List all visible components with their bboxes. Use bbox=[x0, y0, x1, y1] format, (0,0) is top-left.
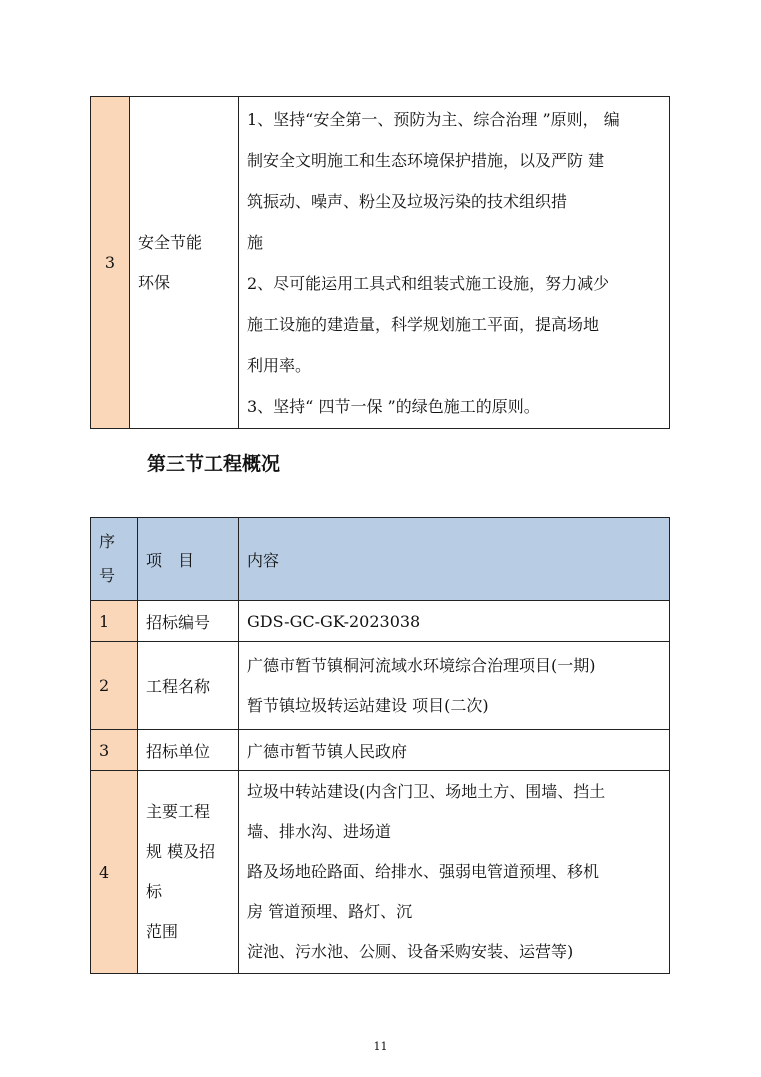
row-label: 招标单位 bbox=[138, 730, 239, 771]
overview-table bbox=[90, 517, 670, 974]
page-number: 11 bbox=[373, 1040, 388, 1053]
row-label: 工程名称 bbox=[138, 642, 239, 730]
label-line: 范围 bbox=[146, 922, 179, 941]
row-value bbox=[239, 642, 670, 730]
header-number-cell bbox=[91, 518, 138, 601]
content-line: 1、坚持“安全第一、预防为主、综合治理 ”原则， 编 bbox=[247, 109, 620, 129]
value-line: 房 管道预埋、路灯、沉 bbox=[247, 902, 413, 921]
label-line: 主要工程 bbox=[146, 802, 211, 821]
content-line: 3、坚持“ 四节一保 ”的绿色施工的原则。 bbox=[247, 396, 540, 416]
content-cell bbox=[239, 97, 670, 429]
table-row bbox=[91, 771, 670, 974]
header-number-line: 序 bbox=[99, 532, 116, 551]
header-row bbox=[91, 518, 670, 601]
label-line: 规 模及招 bbox=[146, 842, 216, 861]
value-line: 广德市暂节镇桐河流域水环境综合治理项目(一期) bbox=[247, 655, 596, 675]
safety-table bbox=[90, 96, 670, 429]
row-number: 1 bbox=[91, 601, 138, 642]
value-line: 暂节镇垃圾转运站建设 项目(二次) bbox=[247, 695, 489, 715]
header-number-line: 号 bbox=[99, 566, 116, 585]
content-line: 制安全文明施工和生态环境保护措施，以及严防 建 bbox=[247, 150, 605, 170]
row-value: GDS-GC-GK-2023038 bbox=[239, 601, 670, 642]
category-line: 安全节能 bbox=[138, 232, 203, 252]
row-number: 2 bbox=[91, 642, 138, 730]
content-line: 施 bbox=[247, 232, 264, 252]
row-label: 招标编号 bbox=[138, 601, 239, 642]
table-row bbox=[91, 730, 670, 771]
category-cell bbox=[130, 97, 239, 429]
row-value: 广德市暂节镇人民政府 bbox=[239, 730, 670, 771]
value-line: 垃圾中转站建设(内含门卫、场地土方、围墙、挡土 bbox=[247, 782, 606, 801]
section-title: 第三节工程概况 bbox=[147, 453, 281, 475]
content-line: 筑振动、噪声、粉尘及垃圾污染的技术组织措 bbox=[247, 191, 568, 211]
content-line: 利用率。 bbox=[247, 355, 312, 375]
row-number: 4 bbox=[91, 771, 138, 974]
category-line: 环保 bbox=[138, 272, 171, 292]
label-line: 标 bbox=[146, 882, 163, 901]
table-row bbox=[91, 642, 670, 730]
row-number: 3 bbox=[91, 730, 138, 771]
header-content: 内容 bbox=[239, 518, 670, 601]
value-line: 路及场地砼路面、给排水、强弱电管道预埋、移机 bbox=[247, 862, 600, 881]
row-label bbox=[138, 771, 239, 974]
row-value bbox=[239, 771, 670, 974]
content-line: 2、尽可能运用工具式和组装式施工设施，努力减少 bbox=[247, 273, 610, 293]
table-row bbox=[91, 601, 670, 642]
value-line: 墙、排水沟、进场道 bbox=[247, 822, 392, 841]
value-line: 淀池、污水池、公厕、设备采购安装、运营等) bbox=[247, 942, 574, 961]
header-item: 项 目 bbox=[138, 518, 239, 601]
content-line: 施工设施的建造量，科学规划施工平面，提高场地 bbox=[247, 314, 600, 334]
row-number: 3 bbox=[91, 97, 130, 429]
